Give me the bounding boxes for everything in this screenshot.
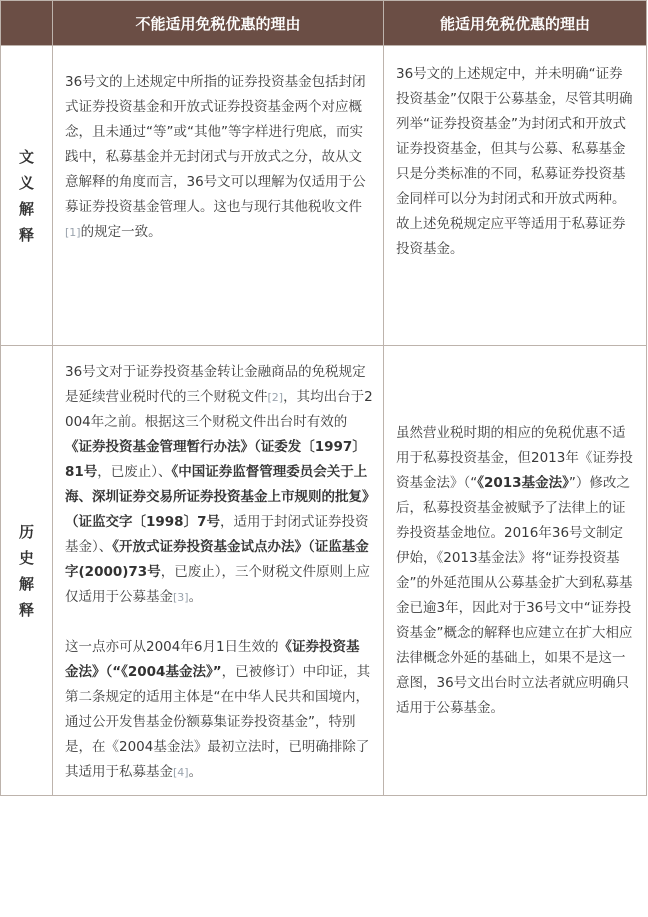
text-span: 。 xyxy=(188,764,203,780)
text-span: ，适用于封闭式证券投资基金）、 xyxy=(65,514,369,555)
text-span: 。 xyxy=(188,589,203,605)
bold-text: 《开放式证券投资基金试点办法》（证监基金字(2000)73号 xyxy=(65,539,369,580)
footnote-ref-3[interactable]: [3] xyxy=(173,591,189,604)
literal-cannot-text xyxy=(65,70,373,245)
row-label-char: 释 xyxy=(18,225,34,244)
text-span: 这一点亦可从2004年6月1日生效的 xyxy=(65,639,279,655)
historical-cannot-para-1 xyxy=(65,360,373,610)
header-corner xyxy=(1,1,53,46)
row-label-literal xyxy=(1,46,53,346)
text-span: ，已废止），三个财税文件原则上应仅适用于公募基金 xyxy=(65,564,370,605)
table-header-row xyxy=(1,1,647,46)
table-row-literal xyxy=(1,46,647,346)
bold-text: 《中国证券监督管理委员会关于上海、深圳证券交易所证券投资基金上市规则的批复》（证监交字〔1998〕7号 xyxy=(65,464,369,530)
text-span: ，已废止）、 xyxy=(97,464,172,480)
row-label-historical xyxy=(1,346,53,796)
text-span: 36号文的上述规定中所指的证券投资基金包括封闭式证券投资基金和开放式证券投资基金两个对应概念，且未通过“等”或“其他”等字样进行兜底，而实践中，私募基金并无封闭式与开放式之分，故从文意解释的角度而言，36号文可以理解为仅适用于公募证券投资基金管理人。这也与现行其他税收文件 xyxy=(65,74,366,215)
text-span: ，其均出台于2004年之前。根据这三个财税文件出台时有效的 xyxy=(65,389,373,430)
row-label-char: 释 xyxy=(18,600,34,619)
header-cannot-apply: 不能适用免税优惠的理由 xyxy=(53,1,384,46)
historical-cannot-cell xyxy=(53,346,384,796)
bold-text: 《证券投资基金法》（“《2004基金法》” xyxy=(65,639,360,680)
literal-can-text: 36号文的上述规定中，并未明确“证券投资基金”仅限于公募基金，尽管其明确列举“证券投资基金”为封闭式和开放式证券投资基金，但其与公募、私募基金只是分类标准的不同，私募证券投资基金同样可以分为封闭式和开放式两种。故上述免税规定应平等适用于私募证券投资基金。 xyxy=(396,66,633,257)
footnote-ref-4[interactable]: [4] xyxy=(173,766,189,779)
bold-text: 《证券投资基金管理暂行办法》（证委发〔1997〕81号 xyxy=(65,439,366,480)
text-span: 虽然营业税时期的相应的免税优惠不适用于私募投资基金，但2013年《证券投资基金法》（“ xyxy=(396,424,633,491)
bold-text: 《2013基金法》 xyxy=(477,474,569,491)
row-label-char: 解 xyxy=(18,199,34,218)
literal-can-cell xyxy=(384,46,647,346)
text-span: 的规定一致。 xyxy=(80,224,162,240)
table-row-historical xyxy=(1,346,647,796)
text-span: ，已被修订）中印证，其第二条规定的适用主体是“在中华人民共和国境内，通过公开发售基金份额募集证券投资基金”，特别是，在《2004基金法》最初立法时，已明确排除了其适用于私募基金 xyxy=(65,664,371,780)
historical-cannot-para-2 xyxy=(65,635,373,785)
row-label-char: 历 xyxy=(18,522,34,541)
footnote-ref-1[interactable]: [1] xyxy=(65,226,81,239)
text-span: 36号文对于证券投资基金转让金融商品的免税规定是延续营业税时代的三个财税文件 xyxy=(65,364,366,405)
row-label-char: 史 xyxy=(18,548,34,567)
row-label-char: 解 xyxy=(18,574,34,593)
row-label-char: 文 xyxy=(18,147,34,166)
literal-cannot-cell xyxy=(53,46,384,346)
footnote-ref-2[interactable]: [2] xyxy=(267,391,284,404)
row-label-char: 义 xyxy=(18,173,34,192)
header-can-apply: 能适用免税优惠的理由 xyxy=(384,1,647,46)
text-span: ”）修改之后，私募投资基金被赋予了法律上的证券投资基金地位。2016年36号文制定伊始，《2013基金法》将“证券投资基金”的外延范围从公募基金扩大到私募基金已逾3年，因此对于36号文中“证券投资基金”概念的解释也应建立在扩大相应法律概念外延的基础上，如果不是这一意图，36号文出台时立法者就应明确只适用于公募基金。 xyxy=(396,474,633,716)
historical-can-text xyxy=(396,421,636,721)
historical-can-cell xyxy=(384,346,647,796)
